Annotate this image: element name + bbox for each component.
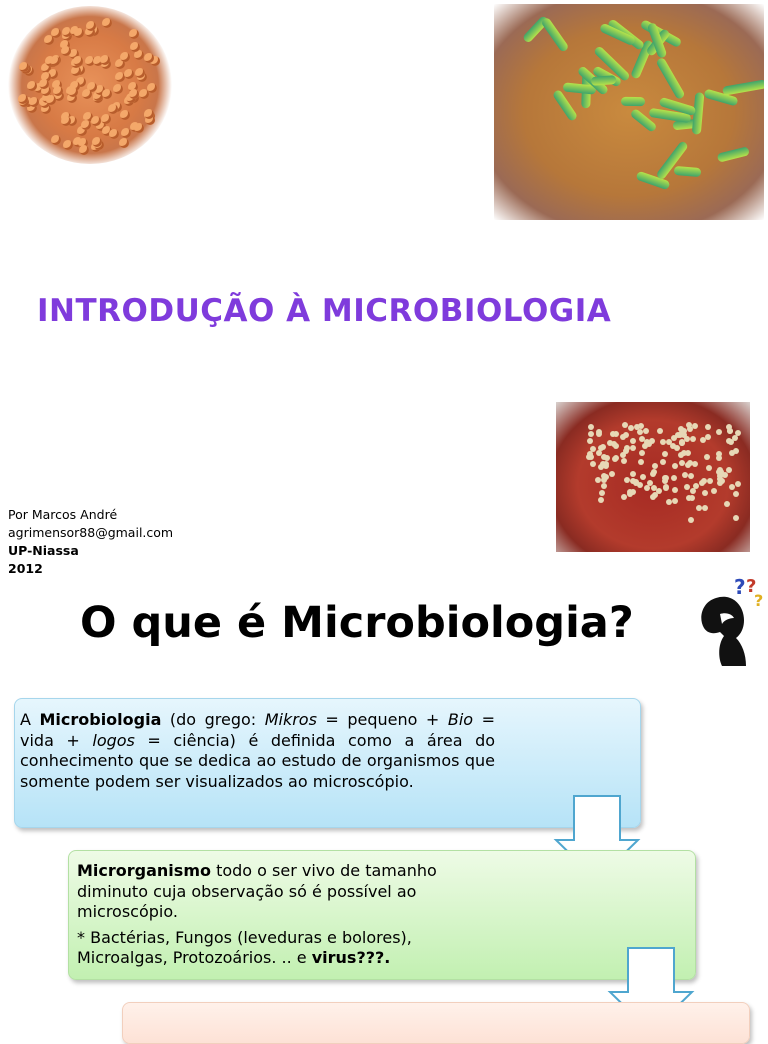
- microorganism-text: Microrganismo todo o ser vivo de tamanho diminuto cuja observação só é possível ao microscópio. * Bactérias, Fungos (leveduras e bolores), Microalgas, Protozoários. .. e virus???.: [77, 861, 437, 967]
- petri-dish-image: [556, 402, 750, 552]
- svg-text:?: ?: [734, 575, 746, 599]
- next-box: [122, 1002, 750, 1044]
- question-heading: O que é Microbiologia?: [80, 598, 634, 648]
- author-email: agrimensor88@gmail.com: [8, 525, 174, 540]
- thinking-person-icon: [694, 574, 766, 668]
- author-name: Por Marcos André: [8, 507, 118, 522]
- author-institution: UP-Niassa: [8, 543, 79, 558]
- author-year: 2012: [8, 561, 43, 576]
- definition-text: A Microbiologia (do grego: Mikros = pequeno + Bio = vida + logos = ciência) é definida como a área do conhecimento que se dedica ao estudo de organismos que somente podem ser visualizados ao microscópio.: [20, 710, 496, 791]
- page-title: INTRODUÇÃO À MICROBIOLOGIA: [37, 293, 612, 329]
- svg-text:?: ?: [754, 591, 764, 610]
- helicobacter-image: [494, 4, 764, 220]
- svg-text:?: ?: [746, 576, 757, 597]
- bacteria-image: [8, 6, 172, 164]
